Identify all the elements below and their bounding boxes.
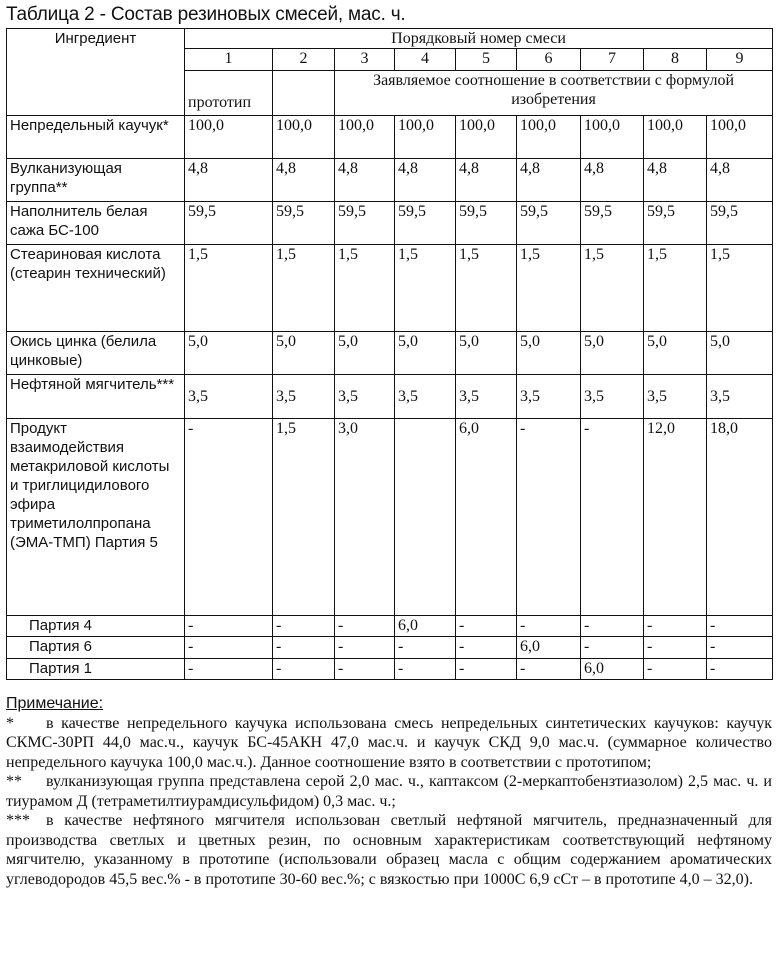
table-cell: 1,5: [273, 419, 335, 616]
table-cell: 100,0: [517, 116, 581, 159]
ingredient-name: Стеариновая кислота (стеарин технический): [7, 245, 185, 332]
note-mark: **: [6, 773, 22, 790]
table-cell: 100,0: [581, 116, 644, 159]
table-cell: -: [456, 616, 517, 637]
header-number: 1: [185, 49, 273, 71]
table-cell: [395, 419, 456, 616]
ingredient-name: Наполнитель белая сажа БС-100: [7, 202, 185, 245]
table-cell: -: [273, 659, 335, 680]
table-cell: 6,0: [456, 419, 517, 616]
table-cell: -: [581, 616, 644, 637]
table-cell: 1,5: [644, 245, 707, 332]
table-cell: -: [581, 637, 644, 659]
note-item: [6, 772, 772, 811]
table-cell: 1,5: [581, 245, 644, 332]
table-cell: 59,5: [581, 202, 644, 245]
table-cell: 59,5: [273, 202, 335, 245]
ingredient-name: Окись цинка (белила цинковые): [7, 332, 185, 375]
header-number: 6: [517, 49, 581, 71]
table-cell: 3,5: [185, 375, 273, 419]
ingredient-name: Продукт взаимодействия метакриловой кислоты и триглицидилового эфира триметилолпропана (ЭМА-ТМП) Партия 5: [7, 419, 185, 616]
table-cell: -: [456, 659, 517, 680]
table-cell: 1,5: [456, 245, 517, 332]
table-cell: -: [707, 659, 773, 680]
ingredient-name: Партия 4: [7, 616, 185, 637]
table-cell: 100,0: [395, 116, 456, 159]
table-cell: 59,5: [517, 202, 581, 245]
table-cell: 59,5: [185, 202, 273, 245]
header-ingredient: Ингредиент: [7, 29, 185, 116]
table-cell: 100,0: [273, 116, 335, 159]
table-cell: 59,5: [707, 202, 773, 245]
table-cell: 4,8: [517, 159, 581, 202]
header-number: 3: [335, 49, 395, 71]
table-cell: 100,0: [185, 116, 273, 159]
table-cell: -: [273, 616, 335, 637]
table-cell: 100,0: [456, 116, 517, 159]
table-cell: 1,5: [707, 245, 773, 332]
table-cell: -: [707, 616, 773, 637]
table-cell: 100,0: [707, 116, 773, 159]
header-number: 9: [707, 49, 773, 71]
note-item: [6, 714, 772, 773]
composition-table: [6, 28, 773, 680]
ingredient-name: Непредельный каучук*: [7, 116, 185, 159]
table-cell: -: [395, 637, 456, 659]
table-cell: 5,0: [273, 332, 335, 375]
table-cell: 100,0: [335, 116, 395, 159]
header-prototype: прототип: [185, 71, 273, 116]
table-cell: 1,5: [335, 245, 395, 332]
table-cell: 5,0: [456, 332, 517, 375]
header-number: 8: [644, 49, 707, 71]
table-cell: 3,5: [456, 375, 517, 419]
table-cell: 59,5: [644, 202, 707, 245]
table-cell: -: [517, 659, 581, 680]
notes-title: Примечание:: [6, 695, 104, 712]
table-cell: 5,0: [581, 332, 644, 375]
table-cell: 59,5: [335, 202, 395, 245]
table-cell: -: [644, 659, 707, 680]
table-cell: -: [273, 637, 335, 659]
note-item: [6, 811, 772, 889]
ingredient-name: Вулканизующая группа**: [7, 159, 185, 202]
table-cell: -: [456, 637, 517, 659]
table-cell: -: [185, 419, 273, 616]
table-cell: 3,5: [273, 375, 335, 419]
table-cell: 1,5: [185, 245, 273, 332]
table-cell: 12,0: [644, 419, 707, 616]
ingredient-name: Партия 1: [7, 659, 185, 680]
table-cell: 5,0: [395, 332, 456, 375]
table-cell: -: [581, 419, 644, 616]
note-text: в качестве непредельного каучука использована смесь непредельных синтетических каучуков: каучук СКМС-30РП 44,0 мас.ч., каучук БС-45АКН 47,0 мас.ч. и каучук СКД 9,0 мас.ч. (суммарное количество непредельного каучука 100,0 мас.ч.). Данное соотношение взято в соответствии с прототипом;: [6, 714, 772, 771]
table-cell: -: [185, 659, 273, 680]
table-cell: 5,0: [335, 332, 395, 375]
table-cell: 100,0: [644, 116, 707, 159]
table-cell: 6,0: [581, 659, 644, 680]
table-cell: 1,5: [395, 245, 456, 332]
table-cell: 3,5: [395, 375, 456, 419]
table-cell: -: [335, 637, 395, 659]
table-cell: 59,5: [395, 202, 456, 245]
header-claimed: Заявляемое соотношение в соответствии с формулой изобретения: [335, 71, 773, 116]
note-mark: ***: [6, 812, 30, 829]
table-cell: 6,0: [395, 616, 456, 637]
table-cell: -: [185, 637, 273, 659]
table-cell: -: [644, 637, 707, 659]
table-cell: 18,0: [707, 419, 773, 616]
table-cell: -: [335, 659, 395, 680]
table-cell: -: [644, 616, 707, 637]
table-cell: 59,5: [456, 202, 517, 245]
header-number: 7: [581, 49, 644, 71]
table-cell: -: [517, 419, 581, 616]
table-cell: -: [335, 616, 395, 637]
note-mark: *: [6, 714, 14, 732]
table-cell: -: [395, 659, 456, 680]
header-number: 2: [273, 49, 335, 71]
note-text: в качестве нефтяного мягчителя использован светлый нефтяной мягчитель, предназначенный для производства светлых и цветных резин, по основным характеристикам соответствующий нефтяному мягчителю, указанному в прототипе (использовали образец масла с общим содержанием ароматических углеводородов 45,5 вес.% - в прототипе 30-60 вес.%; с вязкостью при 1000С 6,9 сСт – в прототипе 4,0 – 32,0).: [6, 812, 772, 888]
notes-section: [6, 694, 772, 889]
table-cell: 1,5: [273, 245, 335, 332]
table-cell: 3,0: [335, 419, 395, 616]
header-number: 4: [395, 49, 456, 71]
table-cell: 1,5: [517, 245, 581, 332]
note-text: вулканизующая группа представлена серой 2,0 мас. ч., каптаксом (2-меркаптобензтиазолом) 2,5 мас. ч. и тиурамом Д (тетраметилтиурамдисульфидом) 0,3 мас. ч.;: [6, 773, 772, 810]
table-cell: 3,5: [644, 375, 707, 419]
table-cell: 3,5: [707, 375, 773, 419]
table-cell: 5,0: [185, 332, 273, 375]
table-cell: 5,0: [517, 332, 581, 375]
table-cell: 4,8: [185, 159, 273, 202]
table-cell: 4,8: [273, 159, 335, 202]
table-title: Таблица 2 - Состав резиновых смесей, мас. ч.: [6, 4, 406, 25]
table-cell: 5,0: [644, 332, 707, 375]
table-cell: 4,8: [707, 159, 773, 202]
table-cell: 5,0: [707, 332, 773, 375]
table-cell: 3,5: [517, 375, 581, 419]
table-cell: -: [517, 616, 581, 637]
table-cell: -: [707, 637, 773, 659]
header-number: 5: [456, 49, 517, 71]
ingredient-name: Нефтяной мягчитель***: [7, 375, 185, 419]
header-group: Порядковый номер смеси: [185, 29, 773, 49]
table-cell: 4,8: [395, 159, 456, 202]
table-cell: -: [185, 616, 273, 637]
table-cell: 3,5: [581, 375, 644, 419]
table-cell: 4,8: [456, 159, 517, 202]
ingredient-name: Партия 6: [7, 637, 185, 659]
table-cell: 6,0: [517, 637, 581, 659]
table-cell: 4,8: [644, 159, 707, 202]
table-cell: 4,8: [335, 159, 395, 202]
table-cell: 3,5: [335, 375, 395, 419]
table-cell: 4,8: [581, 159, 644, 202]
